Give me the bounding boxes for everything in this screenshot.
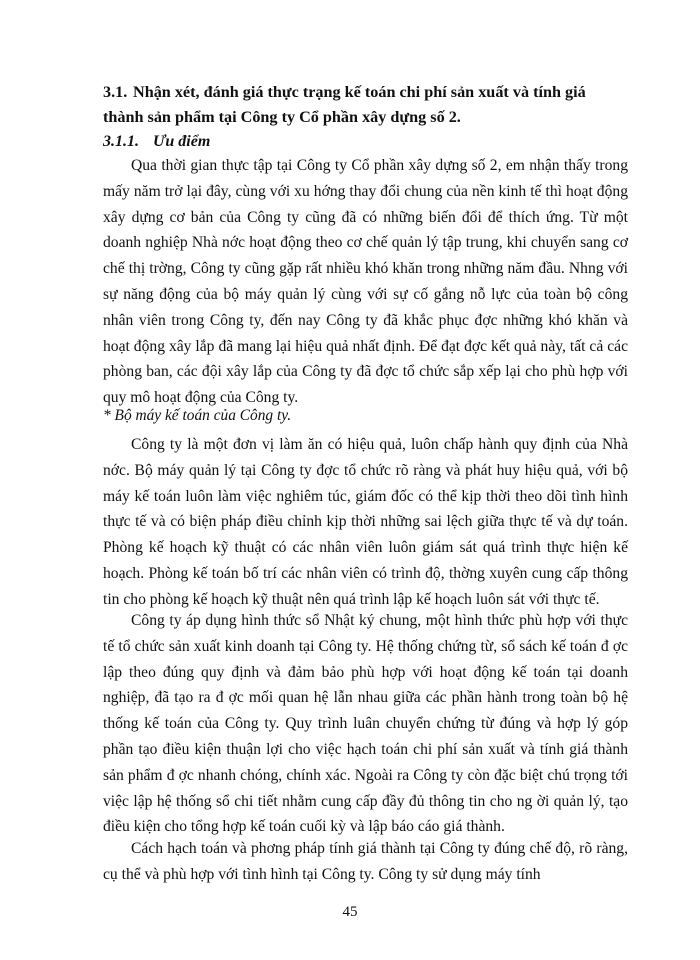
subsection-heading [103, 131, 210, 153]
paragraph-1: Qua thời gian thực tập tại Công ty Cổ phần xây dựng số 2, em nhận thấy trong mấy năm trở lại đây, cùng với xu hớng thay đổi chung của nền kinh tế thì hoạt động xây dựng cơ bản của Công ty cũng đã có những biến đổi để thích ứng. Từ một doanh nghiệp Nhà nớc hoạt động theo cơ chế quản lý tập trung, khi chuyển sang cơ chế thị trờng, Công ty cũng gặp rất nhiều khó khăn trong những năm đầu. Nhng với sự năng động của bộ máy quản lý cùng với sự cố gắng nỗ lực của toàn bộ công nhân viên trong Công ty, đến nay Công ty đã khắc phục đợc những khó khăn và hoạt động xây lắp đã mang lại hiệu quả nhất định. Để đạt đợc kết quả này, tất cả các phòng ban, các đội xây lắp của Công ty đã đợc tổ chức sắp xếp lại cho phù hợp với quy mô hoạt động của Công ty. [103, 157, 628, 407]
note-accounting-apparatus: * Bộ máy kế toán của Công ty. [103, 407, 292, 424]
paragraph-3: Công ty áp dụng hình thức sổ Nhật ký chung, một hình thức phù hợp với thực tế tổ chức sản xuất kinh doanh tại Công ty. Hệ thống chứng từ, sổ sách kế toán đ ợc lập theo đúng quy định và đảm bảo phù hợp với hoạt động kế toán tại doanh nghiệp, đã tạo ra đ ợc mối quan hệ lẫn nhau giữa các phần hành trong toàn bộ hệ thống kế toán của Công ty. Quy trình luân chuyển chứng từ đúng và hợp lý góp phần tạo điều kiện thuận lợi cho việc hạch toán chi phí sản xuất và tính giá thành sản phẩm đ ợc nhanh chóng, chính xác. Ngoài ra Công ty còn đặc biệt chú trọng tới việc lập hệ thống sổ chi tiết nhằm cung cấp đầy đủ thông tin cho ng ời quản lý, tạo điều kiện cho tổng hợp kế toán cuối kỳ và lập báo cáo giá thành. [103, 612, 628, 836]
subsection-number: 3.1.1. [103, 133, 139, 150]
page-number: 45 [342, 904, 358, 920]
section-title: Nhận xét, đánh giá thực trạng kế toán chi phí sản xuất và tính giá thành sản phẩm tại Công ty Cổ phần xây dựng số 2. [103, 83, 586, 126]
subsection-title: Ưu điểm [153, 133, 211, 150]
paragraph-2: Công ty là một đơn vị làm ăn có hiệu quả, luôn chấp hành quy định của Nhà nớc. Bộ máy quản lý tại Công ty đợc tổ chức rõ ràng và phát huy hiệu quả, với bộ máy kế toán luôn làm việc nghiêm túc, giám đốc có thể kịp thời theo dõi tình hình thực tế và có biện pháp điều chỉnh kịp thời những sai lệch giữa thực tế và dự toán. Phòng kế hoạch kỹ thuật có các nhân viên luôn giám sát quá trình thực hiện kế hoạch. Phòng kế toán bố trí các nhân viên có trình độ, thờng xuyên cung cấp thông tin cho phòng kế hoạch kỹ thuật nên quá trình lập kế hoạch luôn sát với thực tế. [103, 436, 628, 608]
section-heading [103, 80, 623, 130]
section-number: 3.1. [103, 83, 128, 101]
paragraph-4: Cách hạch toán và phơng pháp tính giá thành tại Công ty đúng chế độ, rõ ràng, cụ thể và phù hợp với tình hình tại Công ty. Công ty sử dụng máy tính [103, 840, 628, 883]
